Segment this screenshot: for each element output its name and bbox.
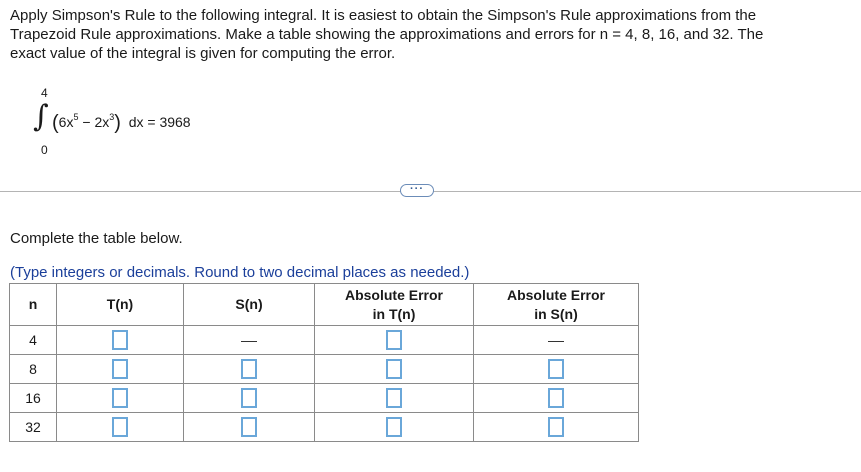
table-header-row <box>10 284 639 326</box>
approximation-table <box>9 283 639 442</box>
s4-error-dash <box>548 341 564 342</box>
integrand-term-2: − 2x <box>78 114 110 130</box>
s16-input[interactable] <box>241 388 257 408</box>
header-trapezoid: T(n) <box>57 284 184 326</box>
header-abs-error-s: Absolute Error in S(n) <box>474 284 639 326</box>
t16-input[interactable] <box>112 388 128 408</box>
t32-input[interactable] <box>112 417 128 437</box>
integral-sign: ∫ <box>33 99 49 134</box>
table-row <box>10 326 639 355</box>
s4-dash <box>241 341 257 342</box>
s16-error-input[interactable] <box>548 388 564 408</box>
problem-statement <box>10 6 840 63</box>
problem-line-2: Trapezoid Rule approximations. Make a table showing the approximations and errors for n = 4, 8, 16, and 32. The <box>10 26 764 43</box>
problem-line-1: Apply Simpson's Rule to the following integral. It is easiest to obtain the Simpson's Rule approximations from the <box>10 7 757 24</box>
integrand-exponent-1: 5 <box>73 112 79 122</box>
row-n: 32 <box>10 413 57 442</box>
complete-table-prompt: Complete the table below. <box>10 230 183 247</box>
s32-input[interactable] <box>241 417 257 437</box>
t8-input[interactable] <box>112 359 128 379</box>
s8-error-input[interactable] <box>548 359 564 379</box>
row-n: 4 <box>10 326 57 355</box>
t16-error-input[interactable] <box>386 388 402 408</box>
s8-input[interactable] <box>241 359 257 379</box>
integral-upper-limit: 4 <box>41 86 48 100</box>
t32-error-input[interactable] <box>386 417 402 437</box>
table-row <box>10 384 639 413</box>
row-n: 8 <box>10 355 57 384</box>
integral-expression <box>30 86 330 156</box>
row-n: 16 <box>10 384 57 413</box>
s32-error-input[interactable] <box>548 417 564 437</box>
integrand-term-1: 6x <box>58 114 74 130</box>
t8-error-input[interactable] <box>386 359 402 379</box>
integral-value: dx = 3968 <box>128 114 191 130</box>
integrand-exponent-2: 3 <box>109 112 115 122</box>
expand-more-button[interactable]: ··· <box>400 184 434 197</box>
t4-error-input[interactable] <box>386 330 402 350</box>
header-simpson: S(n) <box>184 284 315 326</box>
integral-lower-limit: 0 <box>41 143 48 157</box>
header-n: n <box>10 284 57 326</box>
problem-line-3: exact value of the integral is given for computing the error. <box>10 45 396 62</box>
table-row <box>10 355 639 384</box>
integrand: $(6x^5 - 2x^3)$ dx = 3968 <box>52 112 191 134</box>
header-abs-error-t: Absolute Error in T(n) <box>315 284 474 326</box>
answer-format-instruction: (Type integers or decimals. Round to two decimal places as needed.) <box>10 264 470 281</box>
t4-input[interactable] <box>112 330 128 350</box>
table-row <box>10 413 639 442</box>
